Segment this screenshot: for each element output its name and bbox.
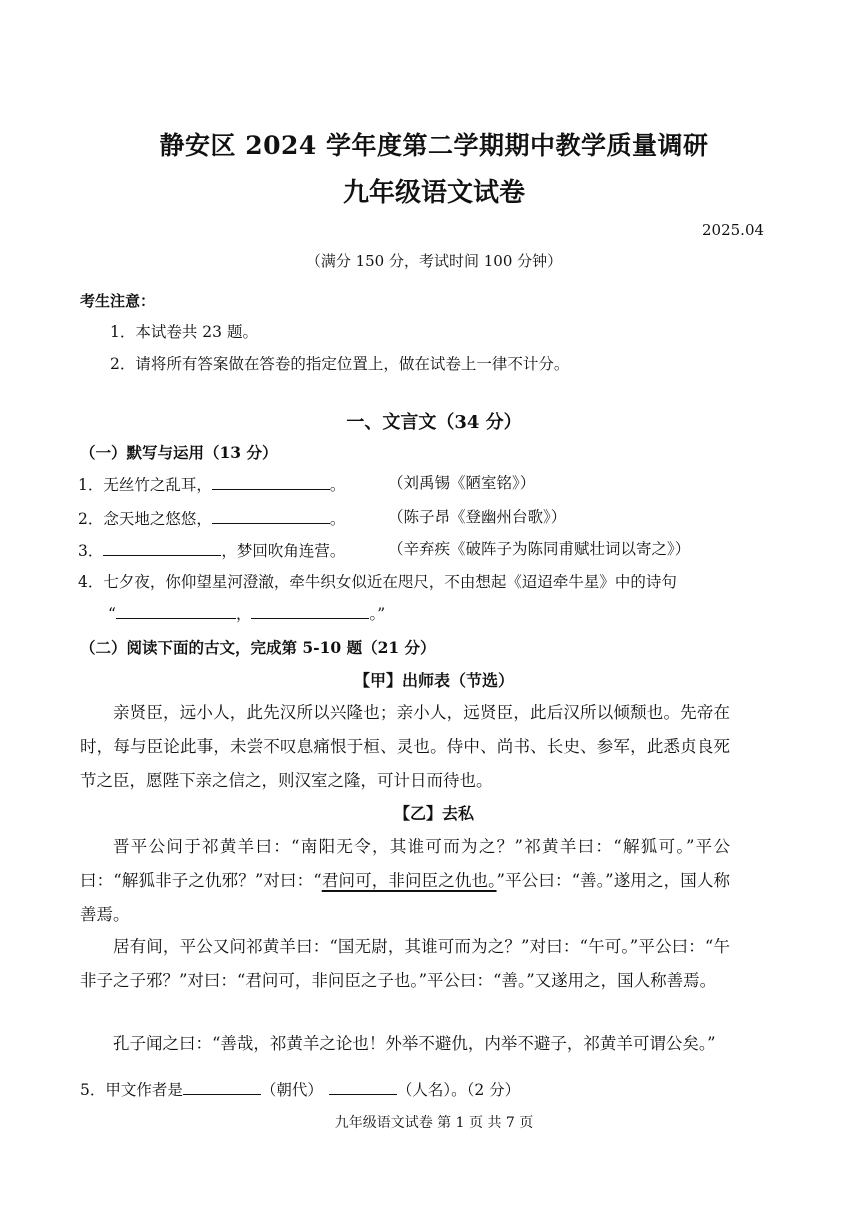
passage-yi-text: ”平公曰：“善。”遂用之，国人称善焉。 (80, 871, 731, 924)
answer-blank[interactable] (212, 509, 330, 524)
question-2-suffix: 。 (329, 510, 346, 528)
notice-item-2: 2．请将所有答案做在答卷的指定位置上，做在试卷上一律不计分。 (110, 355, 570, 373)
passage-jia-heading: 【甲】出师表（节选） (353, 671, 514, 690)
notice-heading: 考生注意： (80, 292, 156, 310)
passage-yi-text: 晋平公问于祁黄羊曰：“南阳无令，其谁可而为之？”祁黄羊曰：“解狐可。”平公曰：“解狐非子之仇邪？”对曰：“ (80, 837, 730, 890)
question-1 (78, 473, 345, 495)
answer-blank[interactable] (103, 541, 221, 556)
question-5-prefix: 5．甲文作者是 (80, 1081, 183, 1099)
question-1-source: （刘禹锡《陋室铭》） (388, 474, 536, 492)
question-3-suffix: ，梦回吹角连营。 (221, 542, 346, 560)
answer-blank[interactable] (116, 604, 236, 619)
question-3-prefix: 3． (78, 542, 104, 560)
quote-open: “ (108, 605, 116, 623)
question-5-mid: （朝代） (260, 1081, 323, 1099)
part1-heading: （一）默写与运用（13 分） (80, 443, 278, 462)
exam-title: 静安区 2024 学年度第二学期期中教学质量调研 (159, 131, 709, 160)
passage-yi-paragraph-1 (80, 830, 730, 932)
passage-yi-paragraph-3: 孔子闻之曰：“善哉，祁黄羊之论也！外举不避仇，内举不避子，祁黄羊可谓公矣。” (113, 1034, 716, 1053)
passage-yi-heading: 【乙】去私 (393, 804, 474, 823)
quote-mid: ， (235, 605, 252, 623)
underlined-sentence: 君问可，非问臣之仇也。 (321, 871, 497, 890)
exam-subtitle: 九年级语文试卷 (342, 178, 525, 208)
question-3-source: （辛弃疾《破阵子为陈同甫赋壮词以寄之》） (388, 540, 691, 558)
answer-blank[interactable] (183, 1080, 261, 1095)
question-3 (78, 539, 345, 561)
question-2 (78, 507, 345, 529)
question-2-source: （陈子昂《登幽州台歌》） (388, 508, 567, 526)
quote-close: 。” (369, 605, 386, 623)
answer-blank[interactable] (212, 475, 330, 490)
score-info: （满分 150 分，考试时间 100 分钟） (305, 252, 563, 270)
question-5 (80, 1078, 520, 1100)
page-footer: 九年级语文试卷 第 1 页 共 7 页 (334, 1115, 534, 1131)
question-4-text: 4．七夕夜，你仰望星河澄澈，牵牛织女似近在咫尺，不由想起《迢迢牵牛星》中的诗句 (78, 573, 677, 591)
part2-heading: （二）阅读下面的古文，完成第 5-10 题（21 分） (80, 638, 436, 657)
question-5-suffix: （人名）。（2 分） (396, 1081, 521, 1099)
passage-yi-paragraph-2: 居有间，平公又问祁黄羊曰：“国无尉，其谁可而为之？”对曰：“午可。”平公曰：“午非子之子邪？”对曰：“君问可，非问臣之子也。”平公曰：“善。”又遂用之，国人称善焉。 (80, 937, 730, 990)
section-heading: 一、文言文（34 分） (346, 412, 522, 433)
answer-blank[interactable] (329, 1080, 397, 1095)
answer-blank[interactable] (251, 604, 369, 619)
passage-jia-text: 亲贤臣，远小人，此先汉所以兴隆也；亲小人，远贤臣，此后汉所以倾颓也。先帝在时，每与臣论此事，未尝不叹息痛恨于桓、灵也。侍中、尚书、长史、参军，此悉贞良死节之臣，愿陛下亲之信之，则汉室之隆，可计日而待也。 (80, 703, 730, 790)
question-4-blanks (108, 602, 385, 624)
question-1-suffix: 。 (329, 476, 346, 494)
notice-item-1: 1．本试卷共 23 题。 (110, 323, 258, 341)
exam-date: 2025.04 (702, 221, 765, 239)
question-1-prefix: 1．无丝竹之乱耳， (78, 476, 212, 494)
question-2-prefix: 2．念天地之悠悠， (78, 510, 212, 528)
